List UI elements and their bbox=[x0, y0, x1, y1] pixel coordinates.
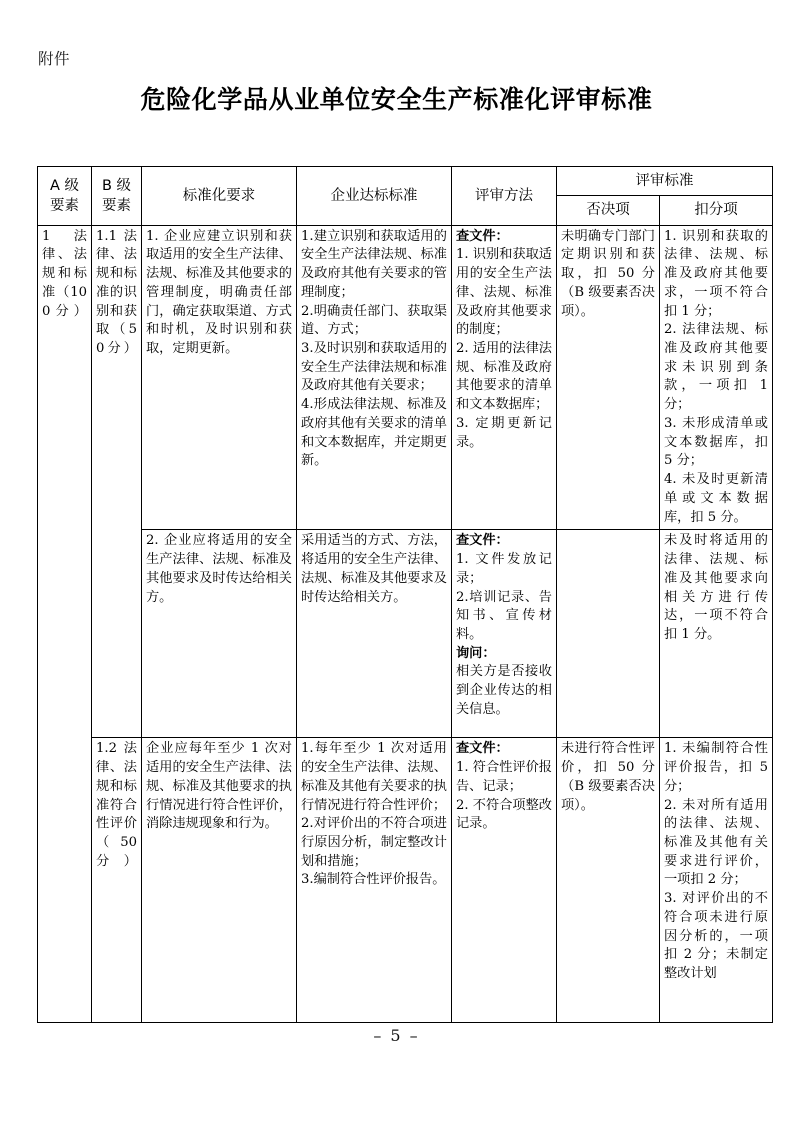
method-head-r1: 查文件： bbox=[456, 228, 509, 244]
cell-b-element-1-2: 1.2 法律、法规和标准符合性评价（50分） bbox=[92, 738, 142, 1023]
cell-requirement-r3: 企业应每年至少 1 次对适用的安全生产法律、法规、标准及其他要求的执行情况进行符合性评价，消除违规现象和行为。 bbox=[142, 738, 297, 1023]
method-body2-r2: 相关方是否接收到企业传达的相关信息。 bbox=[456, 664, 552, 717]
attachment-label: 附件 bbox=[38, 50, 71, 68]
method-body-r2: 1. 文件发放记录； 2.培训记录、告知书、宣传材料。 bbox=[456, 552, 552, 643]
evaluation-standard-table bbox=[37, 166, 773, 1023]
page-number: – 5 – bbox=[373, 1026, 420, 1045]
cell-veto-r2 bbox=[557, 530, 660, 738]
evaluation-standard-table-container bbox=[37, 166, 772, 1023]
cell-deduction-r3: 1. 未编制符合性评价报告，扣 5 分； 2. 未对所有适用的法律、法规、标准及其他有关要求进行评价，一项扣 2 分； 3. 对评价出的不符合项未进行原因分析的，一项扣 2 分；未制定整改计划 bbox=[660, 738, 773, 1023]
page-title: 危险化学品从业单位安全生产标准化评审标准 bbox=[140, 85, 653, 114]
cell-requirement-r2: 2. 企业应将适用的安全生产法律、法规、标准及其他要求及时传达给相关方。 bbox=[142, 530, 297, 738]
cell-a-element-1: 1 法律、法规和标准（100分） bbox=[38, 225, 92, 1023]
header-a-element bbox=[38, 167, 92, 226]
cell-method-r2 bbox=[452, 530, 557, 738]
header-b-element-line1: B 级 bbox=[101, 177, 132, 194]
header-deduction-item: 扣分项 bbox=[660, 196, 773, 225]
method-body-r1: 1. 识别和获取适用的安全生产法律、法规、标准及政府其他要求的制度； 2. 适用的法律法规、标准及政府其他要求的清单和文本数据库； 3. 定期更新记录。 bbox=[456, 247, 552, 450]
cell-method-r3 bbox=[452, 738, 557, 1023]
table-row bbox=[38, 530, 773, 738]
table-row bbox=[38, 738, 773, 1023]
header-enterprise-criteria: 企业达标标准 bbox=[297, 167, 452, 226]
header-veto-item: 否决项 bbox=[557, 196, 660, 225]
cell-criteria-r1: 1.建立识别和获取适用的安全生产法律法规、标准及政府其他有关要求的管理制度； 2.明确责任部门、获取渠道、方式； 3.及时识别和获取适用的安全生产法律法规和标准及政府其他有关要求； 4.形成法律法规、标准及政府其他有关要求的清单和文本数据库，并定期更新。 bbox=[297, 225, 452, 530]
cell-criteria-r3: 1.每年至少 1 次对适用的安全生产法律、法规、标准及其他有关要求的执行情况进行符合性评价； 2.对评价出的不符合项进行原因分析，制定整改计划和措施； 3.编制符合性评价报告。 bbox=[297, 738, 452, 1023]
cell-requirement-r1: 1. 企业应建立识别和获取适用的安全生产法律、法规、标准及其他要求的管理制度，明确责任部门，确定获取渠道、方式和时机，及时识别和获取，定期更新。 bbox=[142, 225, 297, 530]
cell-deduction-r1: 1. 识别和获取的法律、法规、标准及政府其他要求，一项不符合扣 1 分； 2. 法律法规、标准及政府其他要求未识别到条款，一项扣 1 分； 3. 未形成清单或文本数据库，扣 5 分； 4. 未及时更新清单或文本数据库，扣 5 分。 bbox=[660, 225, 773, 530]
method-head2-r2: 询问： bbox=[456, 645, 496, 661]
header-a-element-line1: A 级 bbox=[49, 177, 80, 194]
header-b-element-line2: 要素 bbox=[102, 197, 131, 214]
cell-method-r1 bbox=[452, 225, 557, 530]
method-body-r3: 1. 符合性评价报告、记录； 2. 不符合项整改记录。 bbox=[456, 760, 552, 832]
method-head-r3: 查文件： bbox=[456, 741, 509, 757]
cell-b-element-1-1: 1.1 法律、法规和标准的识别和获取（50分） bbox=[92, 225, 142, 738]
cell-deduction-r2: 未及时将适用的法律、法规、标准及其他要求向相关方进行传达，一项不符合扣 1 分。 bbox=[660, 530, 773, 738]
cell-veto-r3: 未进行符合性评价，扣 50 分（B 级要素否决项）。 bbox=[557, 738, 660, 1023]
header-b-element bbox=[92, 167, 142, 226]
cell-veto-r1: 未明确专门部门定期识别和获取，扣 50 分（B 级要素否决项）。 bbox=[557, 225, 660, 530]
method-head-r2: 查文件： bbox=[456, 533, 509, 549]
cell-criteria-r2: 采用适当的方式、方法，将适用的安全生产法律、法规、标准及其他要求及时传达给相关方。 bbox=[297, 530, 452, 738]
header-review-standard-group: 评审标准 bbox=[557, 167, 773, 196]
table-row bbox=[38, 225, 773, 530]
header-a-element-line2: 要素 bbox=[50, 197, 79, 214]
header-review-method: 评审方法 bbox=[452, 167, 557, 226]
table-header-row-1 bbox=[38, 167, 773, 196]
header-standardization-requirement: 标准化要求 bbox=[142, 167, 297, 226]
